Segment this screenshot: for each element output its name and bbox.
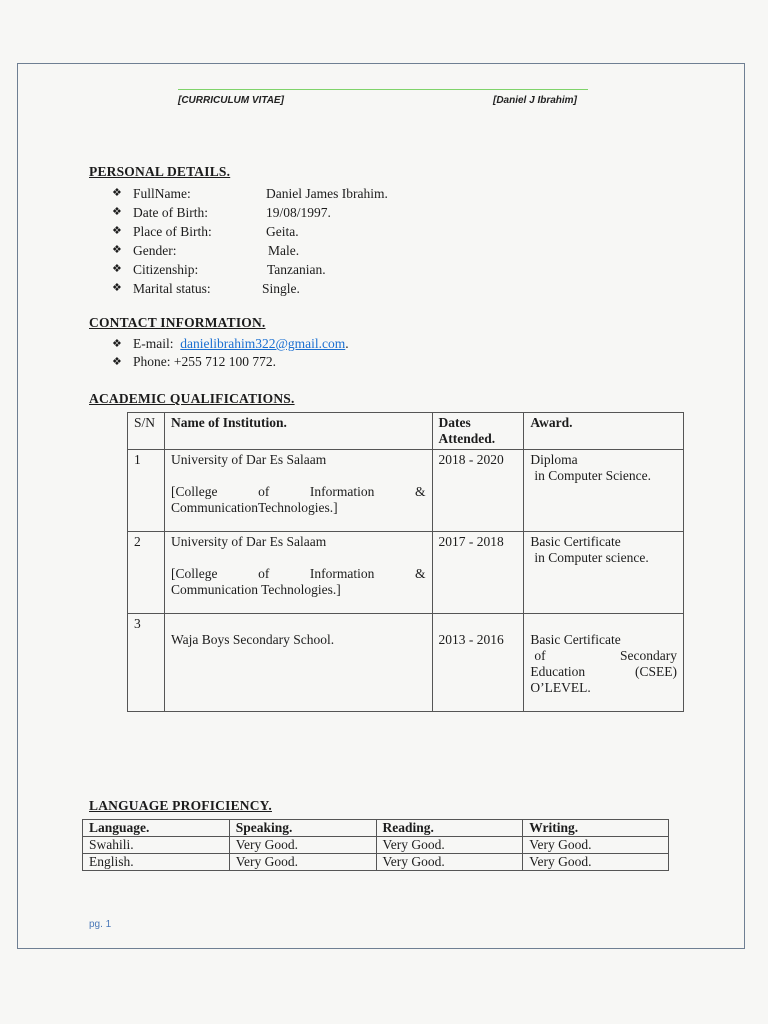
- detail-label: Date of Birth:: [133, 205, 208, 220]
- college-line-2: Communication Technologies.]: [170, 582, 341, 597]
- detail-value: Tanzanian.: [267, 262, 326, 277]
- header-cell: Award.: [524, 413, 684, 450]
- dates-cell: 2017 - 2018: [432, 532, 524, 614]
- dates-value: 2013 - 2016: [438, 632, 504, 647]
- detail-value: Single.: [262, 281, 300, 296]
- diamond-bullet-icon: ❖: [112, 225, 122, 237]
- award-line: in Computer Science.: [534, 468, 652, 483]
- detail-value: 19/08/1997.: [266, 205, 331, 220]
- detail-value: Geita.: [266, 224, 299, 239]
- diamond-bullet-icon: ❖: [112, 263, 122, 275]
- institution-cell: [164, 614, 432, 712]
- sn-cell: 1: [128, 450, 165, 532]
- award-cell: [524, 614, 684, 712]
- header-cell: S/N: [128, 413, 165, 450]
- detail-label: Gender:: [133, 243, 177, 258]
- college-line: [College of Information &: [170, 566, 426, 581]
- academic-title: ACADEMIC QUALIFICATIONS.: [89, 391, 295, 406]
- award-line: O’LEVEL.: [530, 680, 591, 695]
- header-left: [CURRICULUM VITAE]: [178, 95, 284, 106]
- sn-cell: 2: [128, 532, 165, 614]
- academic-table: [127, 412, 684, 712]
- diamond-bullet-icon: ❖: [112, 187, 122, 199]
- page-number: pg. 1: [89, 919, 112, 930]
- personal-details-title: PERSONAL DETAILS.: [89, 164, 231, 179]
- sn-cell: 3: [128, 614, 165, 712]
- detail-label: FullName:: [133, 186, 191, 201]
- table-cell: Very Good.: [229, 854, 376, 871]
- table-row: [83, 854, 669, 871]
- contact-title: CONTACT INFORMATION.: [89, 315, 266, 330]
- diamond-bullet-icon: ❖: [112, 282, 122, 294]
- institution-cell: [164, 532, 432, 614]
- institution-name: University of Dar Es Salaam: [170, 452, 327, 467]
- dates-cell: 2018 - 2020: [432, 450, 524, 532]
- diamond-bullet-icon: ❖: [112, 206, 122, 218]
- header-cell: Reading.: [376, 820, 523, 837]
- detail-label: Citizenship:: [133, 262, 199, 277]
- table-row: [128, 450, 684, 532]
- email-label: E-mail:: [133, 336, 174, 351]
- language-table: [82, 819, 669, 871]
- award-line: Basic Certificate: [530, 534, 621, 549]
- table-header-row: [83, 820, 669, 837]
- detail-value: Male.: [268, 243, 300, 258]
- diamond-bullet-icon: ❖: [112, 338, 122, 350]
- email-suffix: .: [345, 336, 349, 351]
- header-cell: Writing.: [523, 820, 669, 837]
- institution-cell: [164, 450, 432, 532]
- dates-cell: [432, 614, 524, 712]
- award-line: Basic Certificate: [530, 632, 621, 647]
- header-cell: Speaking.: [229, 820, 376, 837]
- table-cell: English.: [83, 854, 230, 871]
- header-cell: Language.: [83, 820, 230, 837]
- table-cell: Very Good.: [376, 837, 523, 854]
- institution-name: Waja Boys Secondary School.: [170, 632, 335, 647]
- phone-text: Phone: +255 712 100 772.: [133, 354, 276, 369]
- institution-name: University of Dar Es Salaam: [170, 534, 327, 549]
- award-line: Diploma: [530, 452, 578, 467]
- table-cell: Very Good.: [523, 854, 669, 871]
- table-header-row: [128, 413, 684, 450]
- table-row: [83, 837, 669, 854]
- award-cell: [524, 532, 684, 614]
- header-rule: [178, 89, 588, 90]
- language-title: LANGUAGE PROFICIENCY.: [89, 798, 272, 813]
- table-cell: Very Good.: [229, 837, 376, 854]
- table-row: [128, 614, 684, 712]
- header-cell: Name of Institution.: [164, 413, 432, 450]
- table-cell: Very Good.: [376, 854, 523, 871]
- detail-label: Place of Birth:: [133, 224, 212, 239]
- award-line: Education (CSEE): [530, 664, 677, 679]
- diamond-bullet-icon: ❖: [112, 356, 122, 368]
- award-cell: [524, 450, 684, 532]
- award-line: in Computer science.: [534, 550, 649, 565]
- detail-label: Marital status:: [133, 281, 211, 296]
- award-line: of Secondary: [534, 648, 677, 663]
- college-line: [College of Information &: [170, 484, 426, 499]
- header-cell: Dates Attended.: [432, 413, 524, 450]
- table-row: [128, 532, 684, 614]
- college-line-2: CommunicationTechnologies.]: [170, 500, 338, 515]
- table-cell: Swahili.: [83, 837, 230, 854]
- table-cell: Very Good.: [523, 837, 669, 854]
- detail-value: Daniel James Ibrahim.: [266, 186, 388, 201]
- header-right: [Daniel J Ibrahim]: [493, 95, 577, 106]
- email-link[interactable]: danielibrahim322@gmail.com: [180, 336, 346, 351]
- diamond-bullet-icon: ❖: [112, 244, 122, 256]
